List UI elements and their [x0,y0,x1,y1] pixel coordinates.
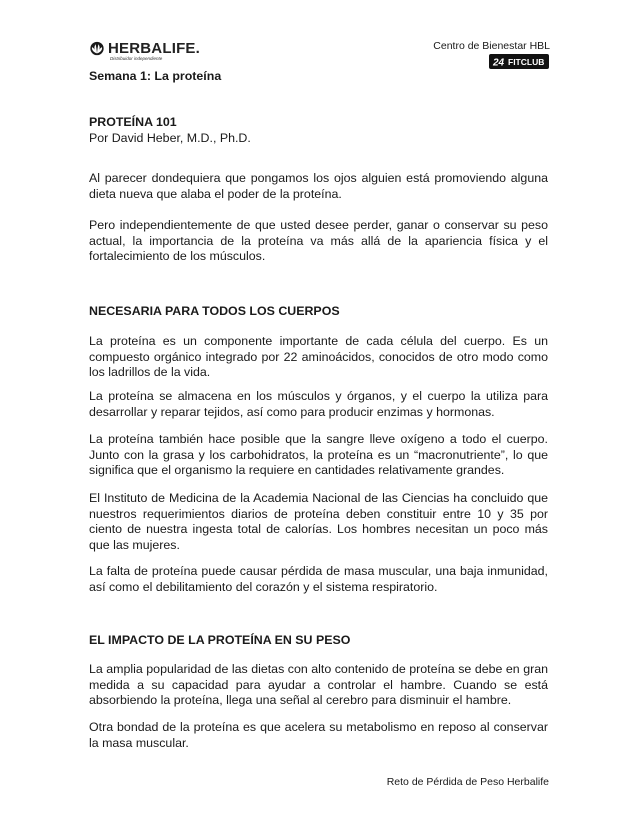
logo-wordmark: HERBALIFE. [108,40,200,57]
paragraph-text: La falta de proteína puede causar pérdida de masa muscular, una baja inmunidad, así como el debilitamiento del corazón y el sistema respiratorio. [89,564,548,594]
paragraph-text: El Instituto de Medicina de la Academia Nacional de las Ciencias ha concluido que nuestros requerimientos diarios de proteína deben constituir entre 10 y 35 por ciento de nuestra ingesta total de calorías. Los hombres necesitan un poco más que las mujeres. [89,491,548,552]
intro-paragraph-2 [89,218,548,265]
footer-text: Reto de Pérdida de Peso Herbalife [386,776,549,788]
section1-paragraph-1 [89,334,548,381]
herbalife-leaf-icon [90,41,104,56]
intro-paragraph-1 [89,171,548,202]
week-title: Semana 1: La proteína [89,69,222,83]
center-name: Centro de Bienestar HBL [433,40,550,52]
paragraph-text: Otra bondad de la proteína es que acelera su metabolismo en reposo al conservar la masa muscular. [89,720,548,750]
logo-tagline: Distribuidor independiente [110,56,163,61]
paragraph-text: La proteína es un componente importante de cada célula del cuerpo. Es un compuesto orgánico integrado por 22 aminoácidos, conocidos de otro modo como los ladrillos de la vida. [89,334,548,380]
article-title: PROTEÍNA 101 [89,115,177,129]
section1-paragraph-2 [89,389,548,420]
section-heading: EL IMPACTO DE LA PROTEÍNA EN SU PESO [89,633,351,647]
section1-paragraph-4 [89,491,548,553]
section2-paragraph-1 [89,662,548,709]
section-heading: NECESARIA PARA TODOS LOS CUERPOS [89,304,340,318]
section2-paragraph-2 [89,720,548,751]
paragraph-text: La proteína también hace posible que la sangre lleve oxígeno a todo el cuerpo. Junto con la grasa y los carbohidratos, la proteína es un “macronutriente”, lo que significa que el organismo la requiere en cantidades relativamente grandes. [89,432,548,478]
section1-paragraph-3 [89,432,548,479]
fitclub-label: FITCLUB [508,57,545,67]
fitclub-number: 24 [493,57,505,69]
paragraph-text: La proteína se almacena en los músculos y órganos, y el cuerpo la utiliza para desarrollar y reparar tejidos, así como para producir enzimas y hormonas. [89,389,548,419]
section1-paragraph-5 [89,564,548,595]
herbalife-logo [90,40,200,68]
paragraph-text: Pero independientemente de que usted desee perder, ganar o conservar su peso actual, la importancia de la proteína va más allá de la apariencia física y el fortalecimiento de los músculos. [89,218,548,264]
paragraph-text: Al parecer dondequiera que pongamos los ojos alguien está promoviendo alguna dieta nueva que alaba el poder de la proteína. [89,171,548,201]
article-header [89,115,548,146]
article-author: Por David Heber, M.D., Ph.D. [89,130,251,145]
fitclub-badge [489,54,549,69]
paragraph-text: La amplia popularidad de las dietas con alto contenido de proteína se debe en gran medida a su capacidad para ayudar a controlar el hambre. Cuando se está absorbiendo la proteína, llega una señal al cerebro para disminuir el hambre. [89,662,548,708]
